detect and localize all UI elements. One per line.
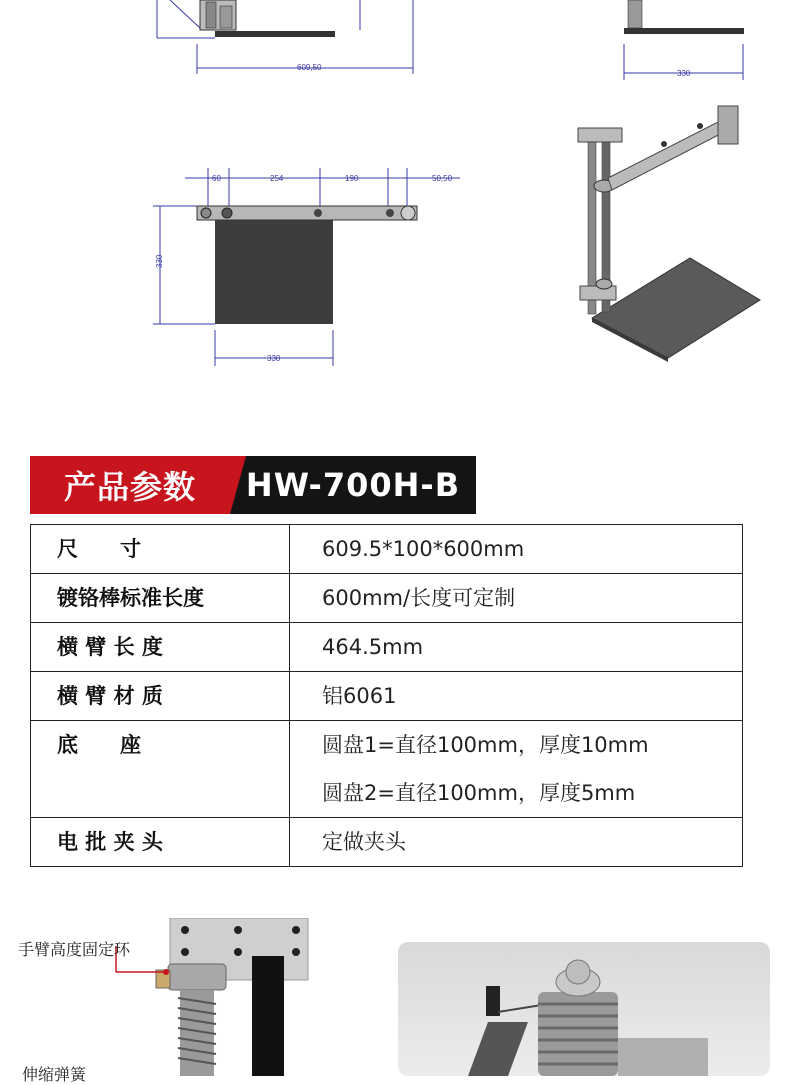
side-view-drawing [624,0,744,80]
front-width-dim: 609,50 [297,63,322,72]
param-label: 横 臂 材 质 [31,672,290,721]
param-value: 600mm/长度可定制 [290,574,743,623]
param-value: 定做夹头 [290,818,743,867]
param-value: 铝6061 [290,672,743,721]
param-label: 镀铬棒标准长度 [31,574,290,623]
param-label: 横 臂 长 度 [31,623,290,672]
ring-callout-label: 手臂高度固定环 [18,940,131,959]
table-row [31,525,743,574]
top-dim-1: 60 [212,174,221,183]
top-dim-3: 190 [345,174,359,183]
height-ring-illustration [150,918,310,1076]
front-view-drawing [157,0,413,74]
spring-callout-label: 伸缩弹簧 [22,1065,87,1084]
params-table [30,524,743,867]
table-row [31,672,743,721]
spring-clamp-illustration [398,942,770,1076]
isometric-view-drawing [578,106,760,362]
params-title: 产品参数 [30,456,230,514]
top-height-dim: 330 [155,254,164,268]
height-ring-photo [150,918,310,1076]
model-number: HW-700H-B [230,456,476,514]
param-value: 464.5mm [290,623,743,672]
technical-drawings [0,0,790,430]
product-params-header [30,456,476,514]
top-width-dim: 330 [267,354,281,363]
param-label: 底 座 [31,721,290,818]
param-value: 圆盘1=直径100mm，厚度10mm 圆盘2=直径100mm，厚度5mm [290,721,743,818]
table-row [31,721,743,818]
side-depth-dim: 330 [677,69,691,78]
top-dim-2: 254 [270,174,284,183]
table-row [31,623,743,672]
param-label: 电 批 夹 头 [31,818,290,867]
param-label: 尺 寸 [31,525,290,574]
top-dim-4: 50,50 [432,174,453,183]
table-row [31,574,743,623]
spring-clamp-photo [398,942,770,1076]
table-row [31,818,743,867]
top-view-drawing [153,168,460,366]
param-value: 609.5*100*600mm [290,525,743,574]
